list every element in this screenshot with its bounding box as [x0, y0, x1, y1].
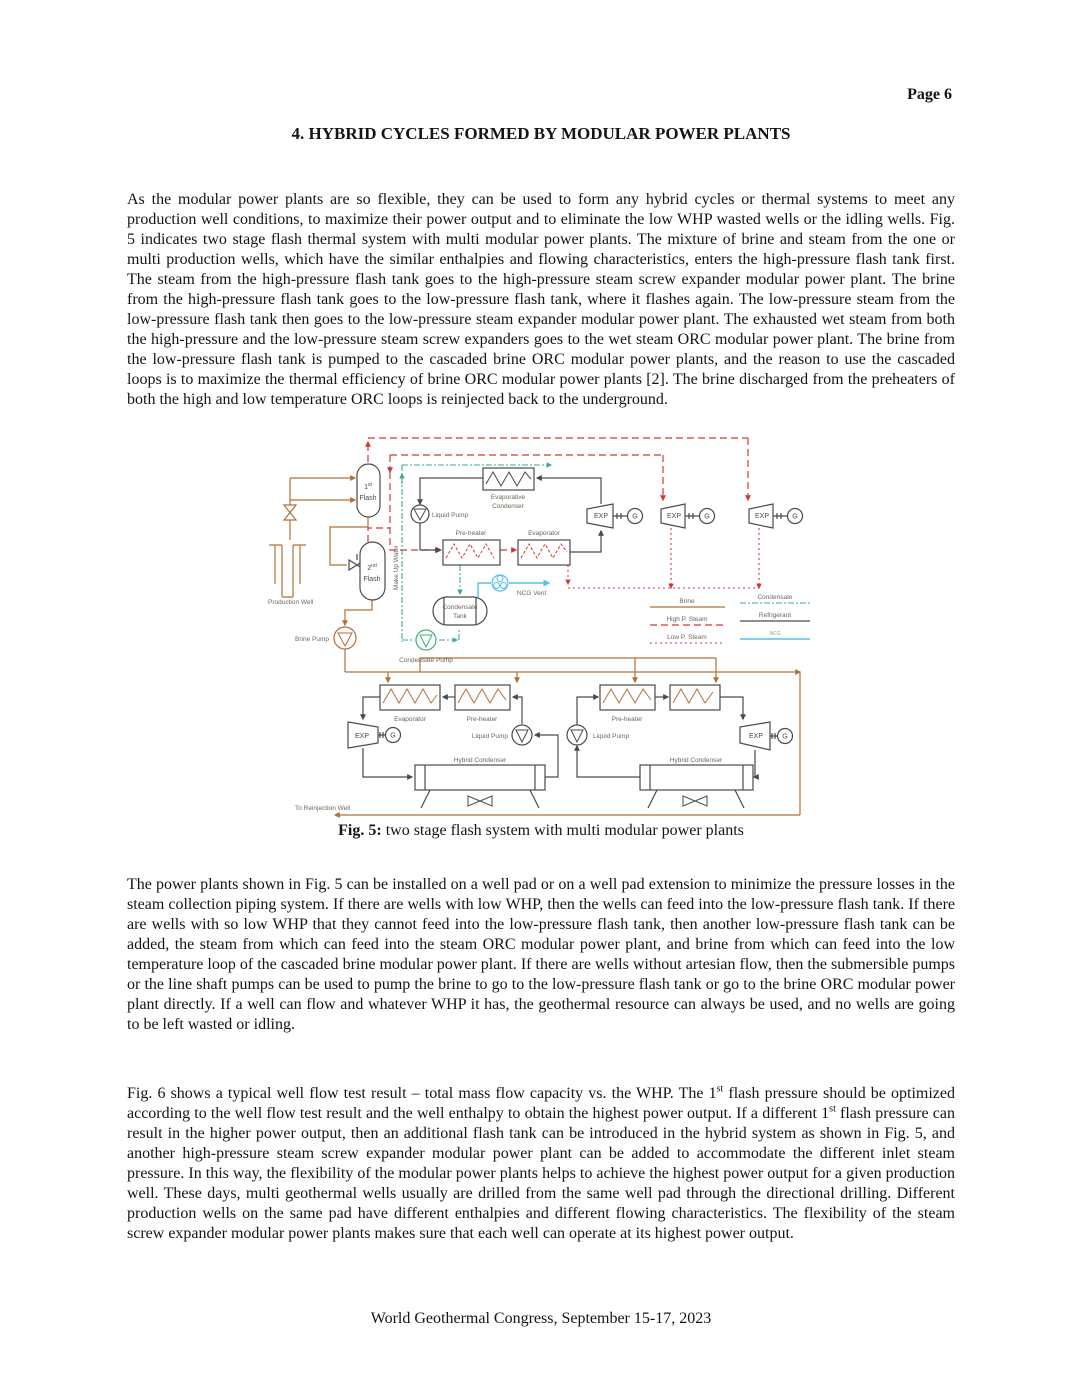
legend-low-p-steam: Low P. Steam	[667, 634, 707, 641]
section-heading: 4. HYBRID CYCLES FORMED BY MODULAR POWER PLANTS	[291, 124, 791, 143]
paragraph-2: The power plants shown in Fig. 5 can be installed on a well pad or on a well pad extension to minimize the pressure losses in the steam collection piping system. If there are wells with low WHP, then the wells can feed into the low-pressure flash tank. If there are wells with so low WHP that they cannot feed into the low-pressure flash tank, then another low-pressure flash tank can be added, the steam from which can feed into the steam ORC modular power plant, and brine from which can feed into the low temperature loop of the cascaded brine modular power plant. If there are wells without artesian flow, then the submersible pumps or the line shaft pumps can be used to pump the brine to go to the low-pressure flash tank or go to the brine ORC modular power plant directly. If a well can flow and whatever WHP it has, the geothermal resource can always be used, and no wells are going to be left wasted or idling.	[127, 876, 955, 1033]
figure-caption	[127, 822, 955, 840]
svg-text:Hybrid Condenser: Hybrid Condenser	[669, 757, 723, 764]
page-footer: World Geothermal Congress, September 15-17, 2023	[370, 1310, 712, 1327]
liquid-pump-top	[411, 505, 469, 523]
figure-5-diagram	[265, 432, 985, 824]
flash-tank-2	[360, 542, 385, 600]
legend-refrigerant: Refrigerant	[758, 612, 792, 619]
flash-tank-1	[357, 464, 380, 517]
condensate-tank	[433, 597, 487, 625]
evaporator-bottom-right	[670, 685, 720, 710]
brine-pump	[295, 627, 356, 649]
hybrid-condenser-left	[415, 757, 545, 808]
svg-text:Pre-heater: Pre-heater	[611, 716, 643, 723]
page-number: Page 6	[907, 86, 952, 103]
svg-text:Flash: Flash	[363, 576, 381, 583]
wellhead-valve-icon	[284, 505, 296, 520]
svg-text:EXP: EXP	[666, 513, 682, 520]
process-flow-diagram	[265, 432, 985, 824]
svg-text:Liquid Pump: Liquid Pump	[432, 512, 469, 519]
generator-2: G	[704, 513, 710, 521]
paragraph-3: Fig. 6 shows a typical well flow test result – total mass flow capacity vs. the WHP. The 1st flash pressure should be optimized according to the well flow test result and the well enthalpy to obtain the highest power output. If a different 1st flash pressure can result in the higher power output, then an additional flash tank can be introduced in the hybrid system as shown in Fig. 5, and another high-pressure steam screw expander modular power plant can be added to accommodate the different inlet steam pressure. In this way, the flexibility of the modular power plants helps to achieve the highest power output for a given production well. These days, multi geothermal wells usually are drilled from the same well pad through the directional drilling. Different production wells on the same pad have different enthalpies and different flowing characteristics. The flexibility of the steam screw expander modular power plants makes sure that each well can operate at its highest power output.	[127, 1083, 956, 1242]
liquid-pump-bottom-left	[472, 725, 532, 745]
legend-condensate: Condensate	[757, 594, 793, 601]
legend-brine: Brine	[679, 598, 695, 605]
expander-3	[749, 504, 803, 528]
legend-ncg: NCG	[769, 631, 781, 637]
evaporative-condenser	[483, 468, 534, 510]
hybrid-condenser-right	[640, 757, 753, 808]
svg-text:EXP: EXP	[354, 733, 370, 740]
svg-text:Condensate: Condensate	[442, 604, 478, 611]
expander-4	[348, 722, 401, 748]
expander-5	[740, 722, 793, 750]
svg-text:Tank: Tank	[453, 613, 467, 620]
generator-4: G	[390, 732, 396, 740]
evaporator-top	[518, 530, 570, 565]
production-well	[268, 545, 314, 606]
generator-1: G	[632, 513, 638, 521]
to-reinjection-well-label: To Reinjection Well	[295, 805, 351, 812]
condensate-pump	[399, 630, 453, 664]
svg-text:EXP: EXP	[754, 513, 770, 520]
legend-high-p-steam: High P. Steam	[666, 616, 708, 623]
svg-text:EXP: EXP	[593, 513, 609, 520]
svg-text:1st: 1st	[364, 482, 372, 491]
ncg-vent-label: NCG Vent	[517, 590, 547, 597]
pre-heater-top	[443, 530, 500, 565]
low-pressure-steam-piping	[568, 528, 759, 588]
svg-text:Condenser: Condenser	[492, 503, 524, 510]
figure-caption-text: two stage flash system with multi modular power plants	[381, 822, 744, 839]
legend	[650, 594, 810, 643]
evaporator-bottom-left	[380, 685, 440, 723]
svg-text:Evaporator: Evaporator	[528, 530, 560, 537]
svg-text:EXP: EXP	[748, 733, 764, 740]
svg-text:Pre-heater: Pre-heater	[466, 716, 498, 723]
svg-text:Condensate Pump: Condensate Pump	[399, 657, 453, 664]
svg-text:Hybrid Condenser: Hybrid Condenser	[453, 757, 507, 764]
production-well-label: Production Well	[268, 599, 314, 606]
svg-text:Liquid Pump: Liquid Pump	[471, 733, 508, 740]
generator-3: G	[792, 513, 798, 521]
svg-text:Flash: Flash	[359, 495, 377, 502]
figure-caption-label: Fig. 5:	[338, 822, 382, 839]
make-up-water-label: Make Up Water	[393, 545, 400, 590]
pre-heater-bottom-left	[455, 685, 510, 723]
svg-text:Evaporator: Evaporator	[394, 716, 426, 723]
svg-text:2nd: 2nd	[367, 563, 377, 572]
liquid-pump-bottom-right	[567, 725, 630, 745]
svg-text:Liquid Pump: Liquid Pump	[593, 733, 630, 740]
ncg-vent-fan	[492, 575, 546, 597]
paragraph-1: As the modular power plants are so flexible, they can be used to form any hybrid cycles or thermal systems to meet any production well conditions, to maximize their power output and to eliminate the low WHP wasted wells or the idling wells. Fig. 5 indicates two stage flash thermal system with multi modular power plants. The mixture of brine and steam from the one or multi production wells, which have the similar enthalpies and flowing characteristics, enters the high-pressure flash tank first. The steam from the high-pressure flash tank goes to the high-pressure steam screw expander modular power plant. The brine from the high-pressure flash tank goes to the low-pressure flash tank, where it flashes again. The low-pressure steam from the low-pressure flash tank then goes to the low-pressure steam expander modular power plant. The exhausted wet steam from both the high-pressure and the low-pressure steam screw expanders goes to the wet steam ORC modular power plant. The brine from the low-pressure flash tank is pumped to the cascaded brine ORC modular power plants, and the reason to use the cascaded loops is to maximize the thermal efficiency of brine ORC modular power plants [2]. The brine discharged from the preheaters of both the high and low temperature ORC loops is reinjected back to the underground.	[127, 191, 955, 408]
pre-heater-bottom-right	[600, 685, 655, 723]
svg-text:Evaporative: Evaporative	[490, 494, 526, 501]
svg-text:Brine Pump: Brine Pump	[295, 636, 329, 643]
expander-2	[661, 504, 715, 528]
expander-1	[587, 504, 643, 528]
svg-text:Pre-heater: Pre-heater	[455, 530, 487, 537]
generator-5: G	[782, 733, 788, 741]
